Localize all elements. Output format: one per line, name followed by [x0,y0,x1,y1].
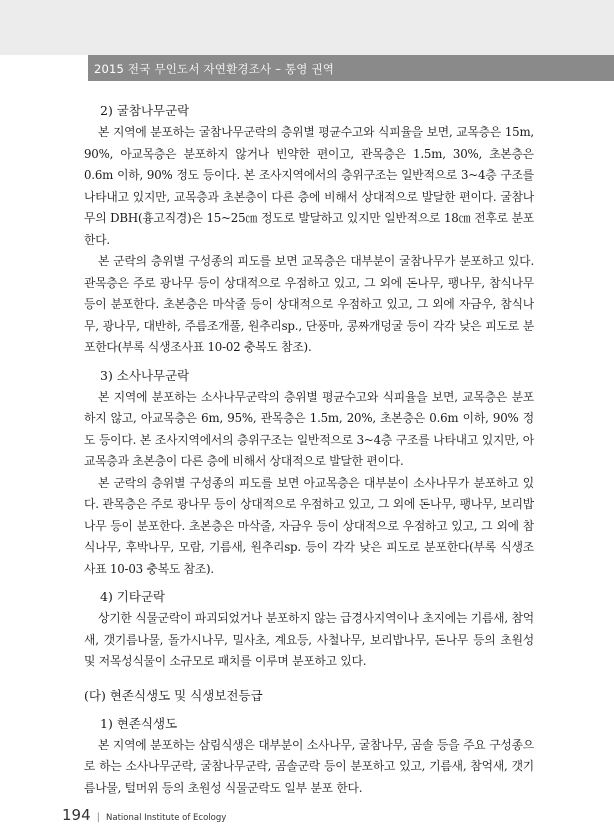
page-content [84,100,534,799]
paragraph: 상기한 식물군락이 파괴되었거나 분포하지 않는 급경사지역이나 초지에는 기름새, 참억새, 갯기름나물, 돌가시나무, 밀사초, 계요등, 사철나무, 보리밥나무, 돈나무 등의 초원성 및 저목성식물이 소규모로 패치를 이루며 분포하고 있다. [84,611,534,668]
footer-organization: National Institute of Ecology [106,813,227,823]
paragraph: 본 지역에 분포하는 굴참나무군락의 층위별 평균수고와 식피율을 보면, 교목층은 15m, 90%, 아교목층은 분포하지 않거나 빈약한 편이고, 관목층은 1.5m, 30%, 초본층은 0.6m 이하, 90% 정도 등이다. 본 조사지역에서의 층위구조는 일반적으로 3~4층 구조를 나타내고 있지만, 교목층과 초본층이 다른 층에 비해서 상대적으로 발달한 편이다. 굴참나무의 DBH(흉고직경)은 15~25㎝ 정도로 발달하고 있지만 일반적으로 18㎝ 전후로 분포한다. [84,125,534,247]
page-footer [62,805,226,824]
section-heading-other-communities: 4) 기타군락 [100,589,166,604]
subsection-heading-current-vegetation-map: 1) 현존식생도 [100,715,178,731]
paragraph: 본 군락의 층위별 구성종의 피도를 보면 교목층은 대부분이 굴참나무가 분포하고 있다. 관목층은 주로 광나무 등이 상대적으로 우점하고 있고, 그 외에 돈나무, 팽나무, 참식나무 등이 분포한다. 초본층은 마삭줄 등이 상대적으로 우점하고 있고, 그 외에 자금우, 참식나무, 광나무, 대반하, 주름조개풀, 원추리sp., 단풍마, 콩짜개덩굴 등이 각각 낮은 피도로 분포한다(부록 식생조사표 10-02 충복도 참조). [84,254,534,354]
page-number: 194 [62,806,91,824]
paragraph: 본 지역에 분포하는 삼림식생은 대부분이 소사나무, 굴참나무, 곰솔 등을 주요 구성종으로 하는 소사나무군락, 굴참나무군락, 곰솔군락 등이 분포하고 있고, 기름새, 참억새, 갯기름나물, 털머위 등의 초원성 식물군락도 일부 분포 한다. [84,737,534,795]
section-heading-vegetation-map: (다) 현존식생도 및 식생보전등급 [84,687,263,703]
section-heading-quercus-variabilis: 2) 굴참나무군락 [100,103,190,118]
section-heading-carpinus-turczaninowii: 3) 소사나무군락 [100,367,190,383]
paragraph: 본 지역에 분포하는 소사나무군락의 층위별 평균수고와 식피율을 보면, 교목층은 분포하지 않고, 아교목층은 6m, 95%, 관목층은 1.5m, 20%, 초본층은 0.6m 이하, 90% 정도 등이다. 본 조사지역에서의 층위구조는 일반적으로 3~4층 구조를 나타내고 있지만, 아교목층과 초본층이 다른 층에 비해서 상대적으로 발달한 편이다. [84,389,534,468]
paragraph: 본 군락의 층위별 구성종의 피도를 보면 아교목층은 대부분이 소사나무가 분포하고 있다. 관목층은 주로 광나무 등이 상대적으로 우점하고 있고, 그 외에 돈나무, 팽나무, 보리밥나무 등이 분포한다. 초본층은 마삭줄, 자금우 등이 상대적으로 우점하고 있고, 그 외에 참식나무, 후박나무, 모람, 기름새, 원추리sp. 등이 각각 낮은 피도로 분포한다(부록 식생조사표 10-03 충복도 참조). [84,475,534,576]
running-header-title: 2015 전국 무인도서 자연환경조사 – 통영 권역 [94,62,335,76]
footer-separator: | [96,812,101,823]
header-band [0,0,614,55]
